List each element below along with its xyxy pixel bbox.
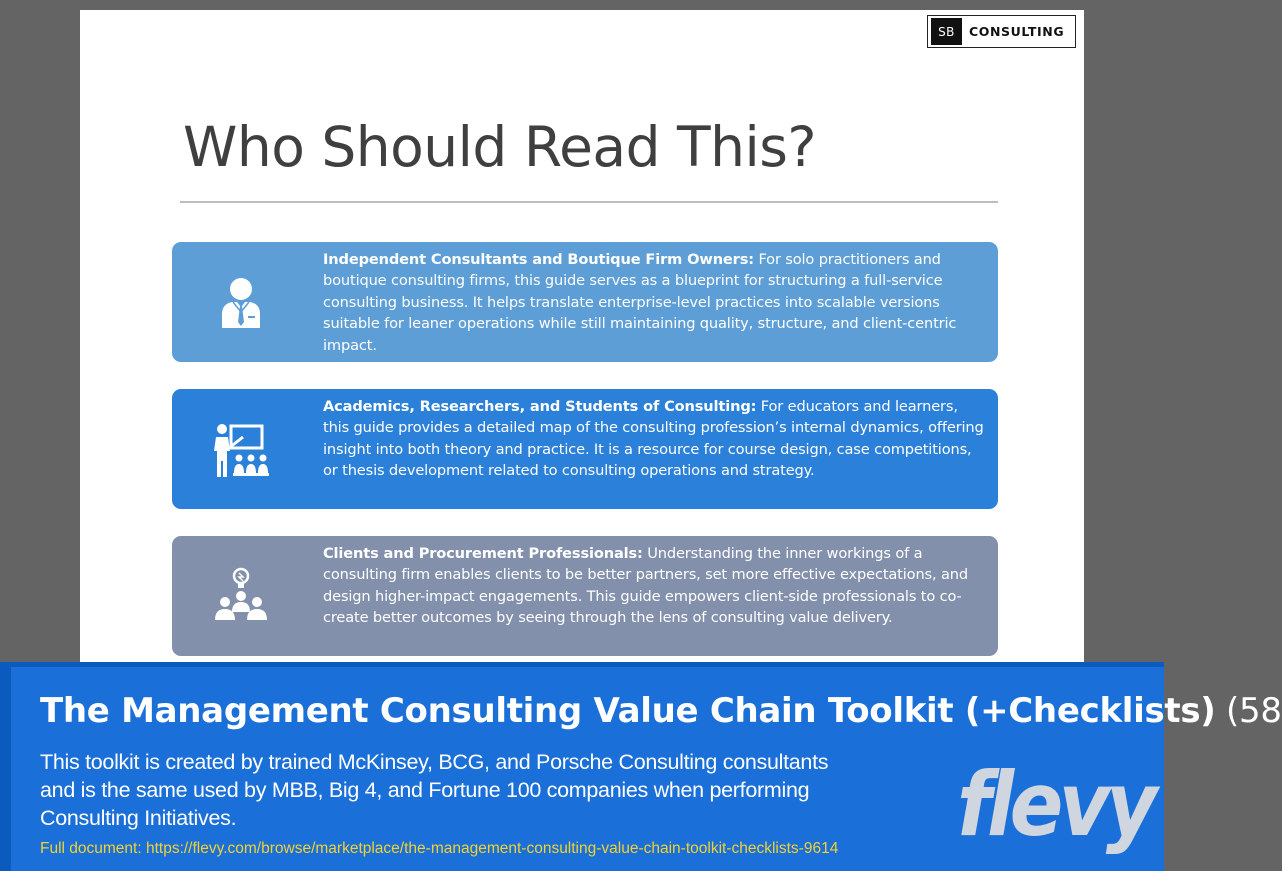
logo-text: CONSULTING <box>969 24 1065 39</box>
document-title-text: The Management Consulting Value Chain Toolkit (+Checklists) <box>40 691 1216 731</box>
card-body: For educators and learners, this guide provides a detailed map of the consulting profession’s internal dynamics, offering insight into both theory and practice. It is a resource for course design, case competitions, or thesis development related to consulting operations and strategy. <box>323 398 984 480</box>
card-heading: Clients and Procurement Professionals: <box>323 545 643 562</box>
full-document-link[interactable]: Full document: https://flevy.com/browse/marketplace/the-management-consulting-value-chain-toolkit-checklists-9614 <box>40 840 839 857</box>
page-count: (58 <box>1215 691 1282 731</box>
document-description: This toolkit is created by trained McKinsey, BCG, and Porsche Consulting consultants and is the same used by MBB, Big 4, and Fortune 100 companies when performing Consulting Initiatives. <box>40 750 829 830</box>
logo-mark: SB <box>931 18 962 45</box>
card-body: For solo practitioners and boutique consulting firms, this guide serves as a blueprint for structuring a full-service consulting business. It helps translate enterprise-level practices into scalable versions suitable for leaner operations while still maintaining quality, structure, and client-centric impact. <box>323 251 957 354</box>
flevy-wordmark: flevy <box>957 753 1161 856</box>
audience-card-clients <box>172 536 998 656</box>
card-heading: Independent Consultants and Boutique Firm Owners: <box>323 251 754 268</box>
flevy-logo[interactable] <box>955 753 1161 856</box>
card-text <box>323 396 985 482</box>
card-text <box>323 543 985 629</box>
slide <box>80 10 1084 670</box>
title-divider <box>180 201 998 203</box>
banner-panel <box>11 667 1282 871</box>
document-banner <box>0 662 1282 871</box>
document-title <box>40 691 1282 731</box>
businessman-icon <box>208 270 274 334</box>
audience-card-academics <box>172 389 998 509</box>
team-idea-icon <box>208 564 274 628</box>
sb-consulting-logo <box>927 15 1076 48</box>
audience-card-consultants <box>172 242 998 362</box>
slide-title: Who Should Read This? <box>183 115 817 179</box>
card-text <box>323 249 985 356</box>
card-heading: Academics, Researchers, and Students of Consulting: <box>323 398 757 415</box>
teacher-presentation-icon <box>208 417 274 481</box>
card-body: Understanding the inner workings of a consulting firm enables clients to be better partners, set more effective expectations, and design higher-impact engagements. This guide empowers client-side professionals to co-create better outcomes by seeing through the lens of consulting value delivery. <box>323 545 968 627</box>
